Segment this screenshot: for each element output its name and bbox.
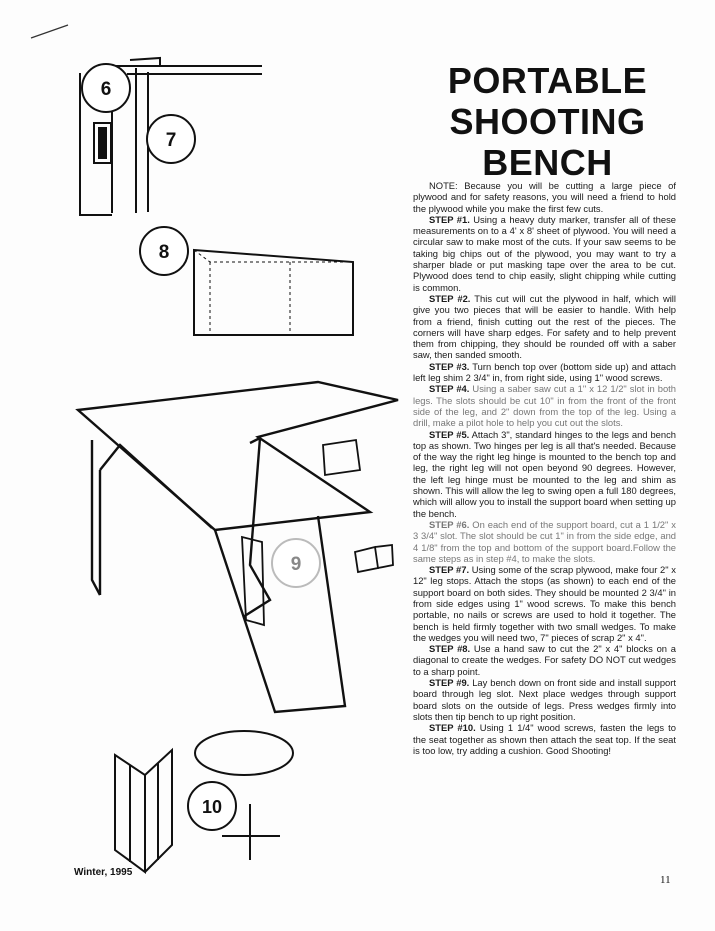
- step-label: STEP #8.: [429, 643, 471, 655]
- paragraph-text: Turn bench top over (bottom side up) and attach left leg shim 2 3/4" in, from right side, using 1" wood screws.: [413, 360, 676, 384]
- issue-date: Winter, 1995: [74, 867, 133, 878]
- paragraph-step-9: [413, 677, 676, 722]
- figure-8-drawing: [194, 250, 353, 335]
- figure-label-7-text: 7: [165, 130, 177, 151]
- paragraph-text: Lay bench down on front side and install support board through leg slot. Next place wedges through support board slots on the outside of legs. Press wedges firmly into slots then tip bench to up right position.: [413, 677, 676, 722]
- paragraph-step-6: [413, 519, 676, 564]
- paragraph-step-1: [413, 214, 676, 293]
- step-label: STEP #4.: [429, 383, 470, 395]
- title-line: PORTABLE: [447, 60, 648, 101]
- step-label: STEP #7.: [429, 564, 470, 576]
- figure-9-drawing: [78, 382, 398, 712]
- figure-label-7: [147, 115, 195, 163]
- paragraph-text: Using a heavy duty marker, transfer all of these measurements on to a 4' x 8' sheet of plywood. You will need a circular saw to make most of the cuts. If your saw seems to be taking big chips out of the plywood, you may want to try a sharper blade or put masking tape over the area to be cut. Plywood does tend to chip easily, slight chipping while cutting is common.: [413, 213, 676, 293]
- paragraph-step-3: [413, 361, 676, 384]
- paragraph-text: NOTE: Because you will be cutting a large piece of plywood and for safety reasons, you will need a friend to hold the plywood while you make the first few cuts.: [413, 180, 676, 214]
- pen-mark: [31, 25, 68, 38]
- paragraph-step-5: [413, 429, 676, 519]
- instructions-text: [413, 180, 676, 756]
- paragraph-text: Using a saber saw cut a 1" x 12 1/2" slot in both legs. The slots should be cut 10" in from the front of the front side of the leg, and 2" down from the top of the leg. Using a drill, make a pilot hole to help you cut out the slots.: [413, 383, 676, 429]
- figure-label-9: [272, 539, 320, 587]
- paragraph-step-2: [413, 293, 676, 361]
- paragraph-text: Attach 3", standard hinges to the legs and bench top as shown. Two hinges per leg is all that's needed. Because of the way the right leg hinge is mounted to the bench top and leg, the right leg will not open beyond 90 degrees. However, the left leg hinge must be mounted to the leg and shim as shown. This will allow the leg to swing open a full 180 degrees, which will allow you to install the support board when setting up the bench.: [413, 428, 676, 519]
- paragraph-step-4: [413, 383, 676, 428]
- title-line: SHOOTING: [449, 101, 646, 142]
- step-label: STEP #9.: [429, 677, 470, 689]
- figure-label-9-text: 9: [290, 554, 302, 575]
- paragraph-note: [413, 180, 676, 214]
- step-label: STEP #5.: [429, 428, 470, 440]
- paragraph-text: Use a hand saw to cut the 2" x 4" blocks on a diagonal to create the wedges. For safety DO NOT cut wedges to a sharp point.: [413, 643, 676, 677]
- figure-label-10-text: 10: [201, 797, 223, 817]
- figure-label-6: [82, 64, 130, 112]
- title-line: BENCH: [482, 142, 613, 183]
- paragraph-text: On each end of the support board, cut a 1 1/2" x 3 3/4" slot. The slot should be cut 1" in from the side edge, and 4 1/8" from the top and bottom of the support board.Follow the same steps as in step #4, to make the slots.: [413, 518, 676, 564]
- paragraph-step-10: [413, 722, 676, 756]
- step-label: STEP #3.: [429, 360, 470, 372]
- step-label: STEP #2.: [429, 292, 471, 304]
- paragraph-step-7: [413, 564, 676, 643]
- page-title: [430, 60, 665, 183]
- step-label: STEP #6.: [429, 518, 470, 530]
- figure-label-8: [140, 227, 188, 275]
- figure-label-10: [188, 782, 236, 830]
- step-label: STEP #10.: [429, 722, 476, 734]
- paragraph-text: Using 1 1/4" wood screws, fasten the legs to the seat together as shown then attach the seat top. If the seat is too low, try adding a cushion. Good Shooting!: [413, 722, 677, 756]
- paragraph-text: This cut will cut the plywood in half, which will give you two pieces that will be easier to handle. With help from a friend, finish cutting out the rest of the pieces. The corners will have sharp edges. For safety and to help prevent them from chipping, they should be rounded off with a saber saw, then sanded smooth.: [413, 292, 676, 361]
- paragraph-step-8: [413, 643, 676, 677]
- figure-label-6-text: 6: [100, 79, 112, 100]
- figure-label-8-text: 8: [158, 242, 170, 263]
- page-number: 11: [660, 874, 671, 886]
- paragraph-text: Using some of the scrap plywood, make four 2" x 12" leg stops. Attach the stops (as shown) to each end of the support board on both sides. They should be mounted 2 3/4" in from side edges using 1" wood screws. To make this bench portable, no nails or screws are used to hold it together. The bench is held firmly together with two small wedges. To make the wedges you will need two, 7" pieces of scrap 2" x 4".: [413, 564, 676, 643]
- step-label: STEP #1.: [429, 213, 470, 225]
